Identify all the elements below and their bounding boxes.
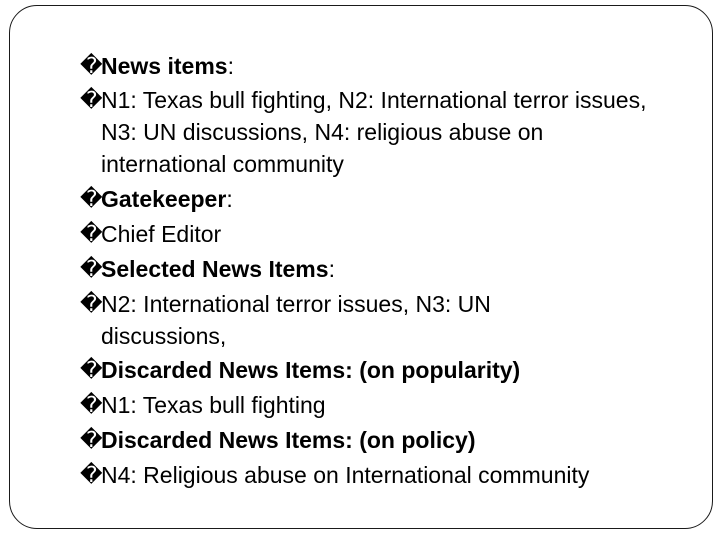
heading-gatekeeper [80,183,680,215]
bullet-icon: � [80,53,103,78]
news-items-text: N1: Texas bull fighting, N2: International terror issues, N3: UN discussions, N4: religious abuse on international community [101,87,647,177]
heading-discarded-policy [80,424,680,456]
discarded-popularity-value [80,389,680,421]
heading-label: Discarded News Items: (on policy) [101,427,476,453]
heading-label: Discarded News Items: (on popularity) [101,357,521,383]
heading-selected-news-items [80,253,680,285]
discarded-popularity-text: N1: Texas bull fighting [101,392,326,418]
bullet-icon: � [80,221,103,246]
bullet-icon: � [80,462,103,487]
news-items-list [80,84,680,180]
bullet-icon: � [80,392,103,417]
discarded-policy-value [80,459,680,491]
bullet-icon: � [80,427,103,452]
bullet-icon: � [80,357,103,382]
gatekeeper-value [80,218,680,250]
heading-label: Selected News Items [101,256,329,282]
slide-content [80,50,680,491]
heading-discarded-popularity [80,354,680,386]
heading-suffix: : [328,256,335,282]
heading-suffix: : [226,186,233,212]
heading-label: Gatekeeper [101,186,227,212]
heading-suffix: : [227,53,234,79]
heading-news-items [80,50,680,82]
discarded-policy-text: N4: Religious abuse on International community [101,462,590,488]
gatekeeper-text: Chief Editor [101,221,222,247]
selected-news-items-list [80,288,680,352]
bullet-icon: � [80,256,103,281]
bullet-icon: � [80,87,103,112]
selected-news-text: N2: International terror issues, N3: UN discussions, [101,291,491,349]
bullet-icon: � [80,186,103,211]
bullet-icon: � [80,291,103,316]
heading-label: News items [101,53,228,79]
